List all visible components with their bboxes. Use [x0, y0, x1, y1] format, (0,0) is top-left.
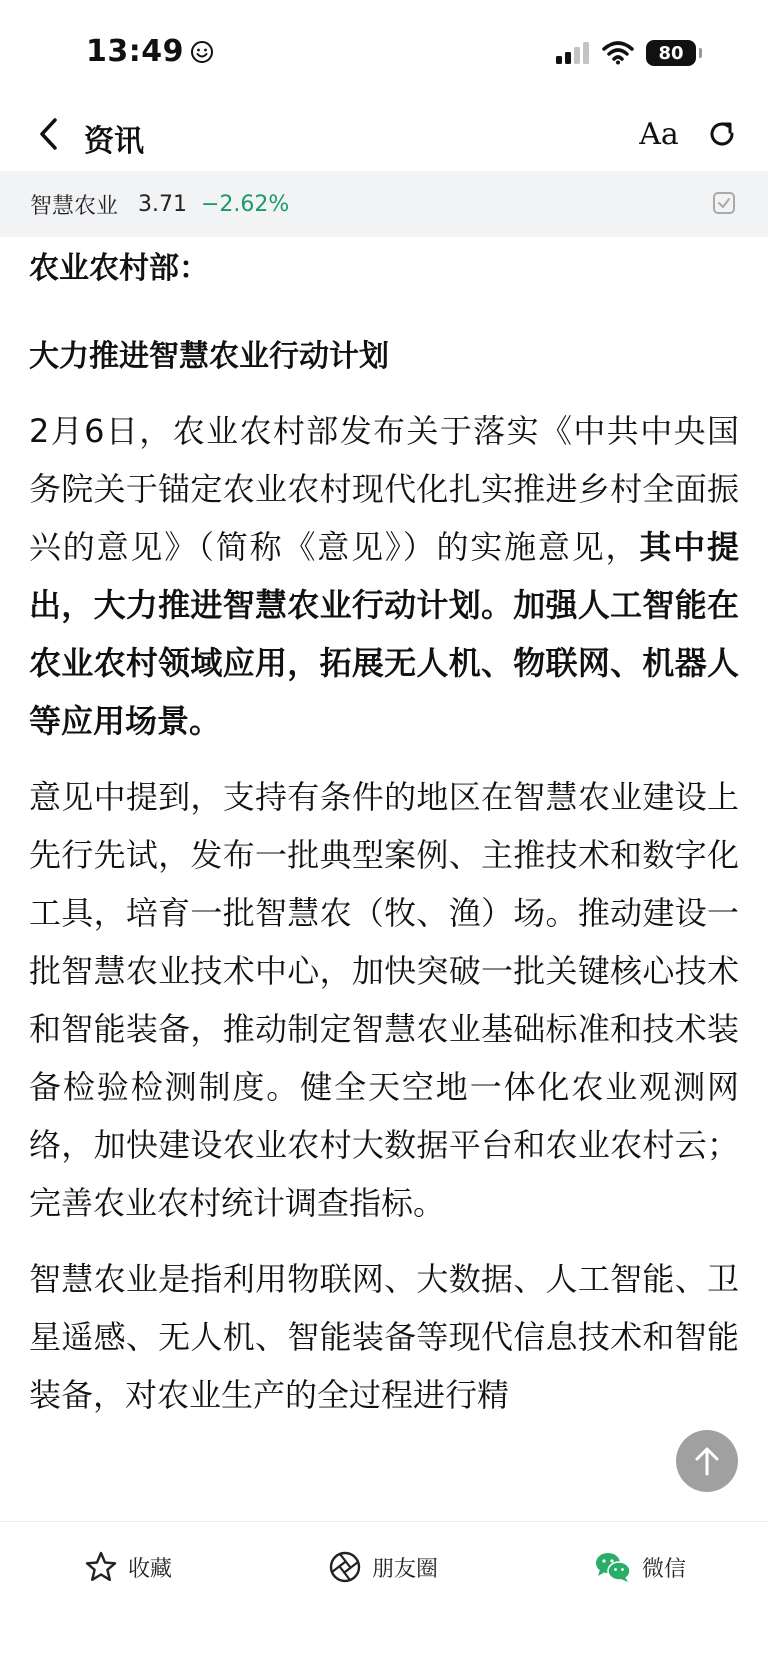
signal-icon — [556, 42, 590, 64]
wechat-share-button[interactable] — [594, 1550, 686, 1584]
status-indicators — [556, 40, 696, 66]
paragraph-text: 2月6日，农业农村部发布关于落实《中共中央国务院关于锚定农业农村现代化扎实推进乡村全面振兴的意见》（简称《意见》）的实施意见， — [29, 412, 739, 566]
article-heading: 农业农村部： — [29, 251, 209, 286]
arrow-up-icon — [693, 1446, 721, 1476]
status-time — [86, 34, 214, 69]
checkbox-icon[interactable] — [712, 191, 736, 215]
nav-bar — [0, 100, 768, 170]
clock-text: 13:49 — [86, 34, 184, 69]
star-icon — [84, 1550, 118, 1584]
favorite-button[interactable] — [84, 1550, 172, 1584]
smiley-icon — [190, 40, 214, 64]
stock-name: 智慧农业 — [30, 193, 119, 219]
refresh-icon — [706, 118, 738, 150]
scroll-top-button[interactable] — [676, 1430, 738, 1492]
chevron-left-icon — [37, 117, 59, 151]
font-size-label: Aa — [639, 116, 679, 152]
article-paragraph: 意见中提到，支持有条件的地区在智慧农业建设上先行先试，发布一批典型案例、主推技术和数字化工具，培育一批智慧农（牧、渔）场。推动建设一批智慧农业技术中心，加快突破一批关键核心技术和智能装备，推动制定智慧农业基础标准和技术装备检验检测制度。健全天空地一体化农业观测网络，加快建设农业农村大数据平台和农业农村云；完善农业农村统计调查指标。 — [29, 778, 739, 1222]
page-title: 资讯 — [84, 124, 144, 159]
font-size-button[interactable] — [636, 114, 682, 154]
battery-indicator — [646, 40, 696, 66]
moments-label: 朋友圈 — [372, 1556, 439, 1582]
article-paragraph — [29, 402, 739, 750]
stock-change: −2.62% — [201, 191, 290, 217]
article-subheading: 大力推进智慧农业行动计划 — [29, 339, 389, 374]
favorite-label: 收藏 — [128, 1556, 173, 1582]
wechat-icon — [594, 1550, 632, 1584]
battery-level: 80 — [658, 42, 684, 64]
stock-ticker[interactable] — [0, 171, 768, 237]
wechat-label: 微信 — [642, 1556, 687, 1582]
status-bar — [0, 0, 768, 100]
wifi-icon — [602, 41, 634, 65]
back-button[interactable] — [28, 114, 68, 154]
bottom-action-bar — [0, 1521, 768, 1670]
paragraph-bold-text: 其中提出，大力推进智慧农业行动计划。加强人工智能在农业农村领域应用，拓展无人机、物联网、机器人等应用场景。 — [29, 528, 739, 740]
article-body — [29, 240, 739, 1520]
refresh-button[interactable] — [702, 114, 742, 154]
stock-price: 3.71 — [138, 191, 187, 217]
article-paragraph: 智慧农业是指利用物联网、大数据、人工智能、卫星遥感、无人机、智能装备等现代信息技术和智能装备，对农业生产的全过程进行精 — [29, 1260, 739, 1414]
moments-icon — [328, 1550, 362, 1584]
moments-share-button[interactable] — [328, 1550, 438, 1584]
